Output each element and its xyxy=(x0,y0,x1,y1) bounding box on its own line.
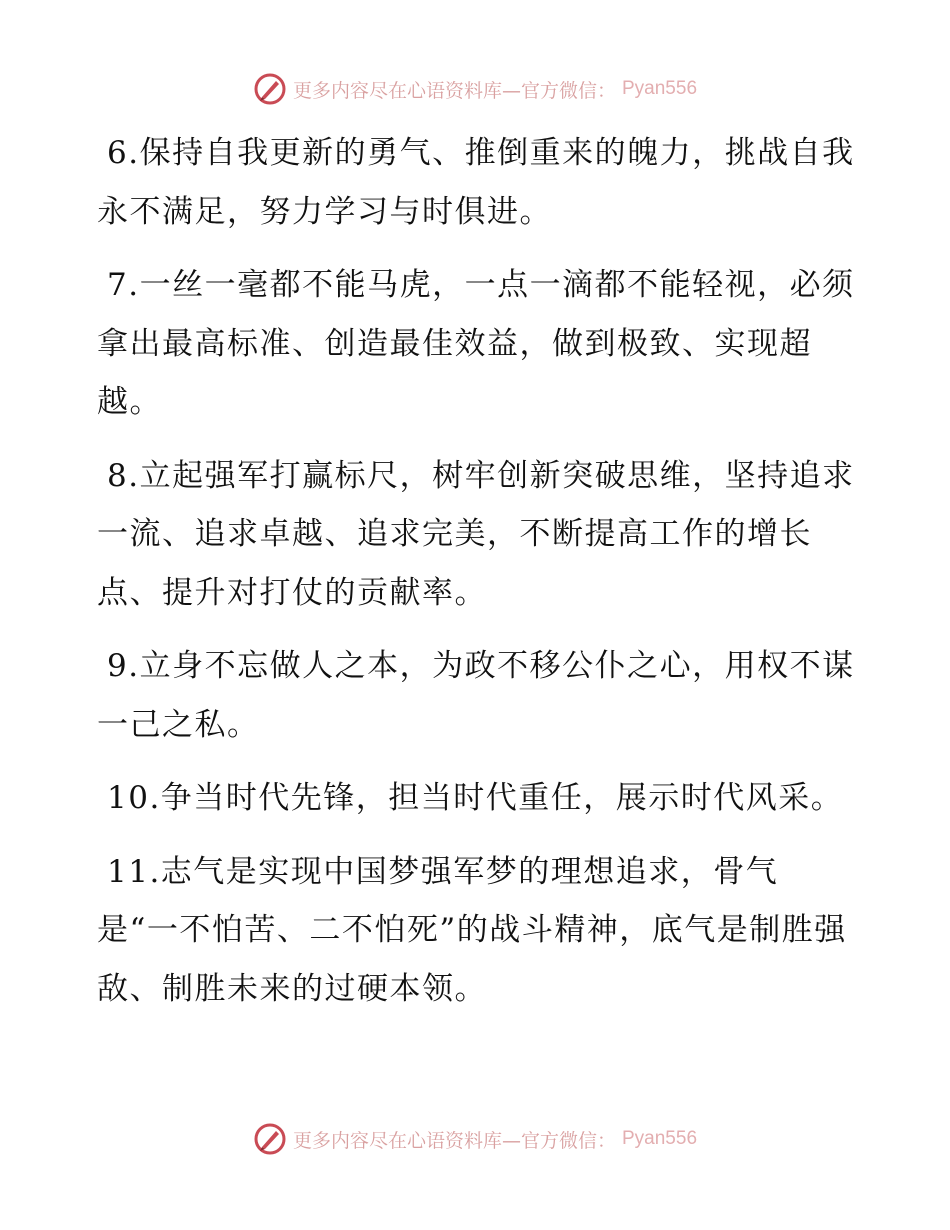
list-item: 9.立身不忘做人之本，为政不移公仆之心，用权不谋一己之私。 xyxy=(97,648,855,743)
list-item: 6.保持自我更新的勇气、推倒重来的魄力，挑战自我永不满足，努力学习与时俱进。 xyxy=(97,135,855,230)
header-watermark xyxy=(0,72,950,106)
footer-watermark xyxy=(0,1122,950,1156)
list-item: 10.争当时代先锋，担当时代重任，展示时代风采。 xyxy=(107,780,844,816)
watermark-wechat-id: Pyan556 xyxy=(622,78,698,99)
list-item: 8.立起强军打赢标尺，树牢创新突破思维，坚持追求一流、追求卓越、追求完美，不断提高工作的增长点、提升对打仗的贡献率。 xyxy=(97,457,855,611)
list-item: 7.一丝一毫都不能马虎，一点一滴都不能轻视，必须拿出最高标准、创造最佳效益，做到极致、实现超越。 xyxy=(97,267,855,420)
watermark-wechat-id: Pyan556 xyxy=(622,1128,698,1149)
list-item: 11.志气是实现中国梦强军梦的理想追求，骨气是“一不怕苦、二不怕死”的战斗精神，底气是制胜强敌、制胜未来的过硬本领。 xyxy=(97,853,847,1007)
quill-logo-icon xyxy=(253,72,287,106)
watermark-text: 更多内容尽在心语资料库—官方微信： xyxy=(292,79,616,102)
quill-logo-icon xyxy=(253,1122,287,1156)
document-body xyxy=(97,124,857,1033)
watermark-text: 更多内容尽在心语资料库—官方微信： xyxy=(292,1129,616,1152)
